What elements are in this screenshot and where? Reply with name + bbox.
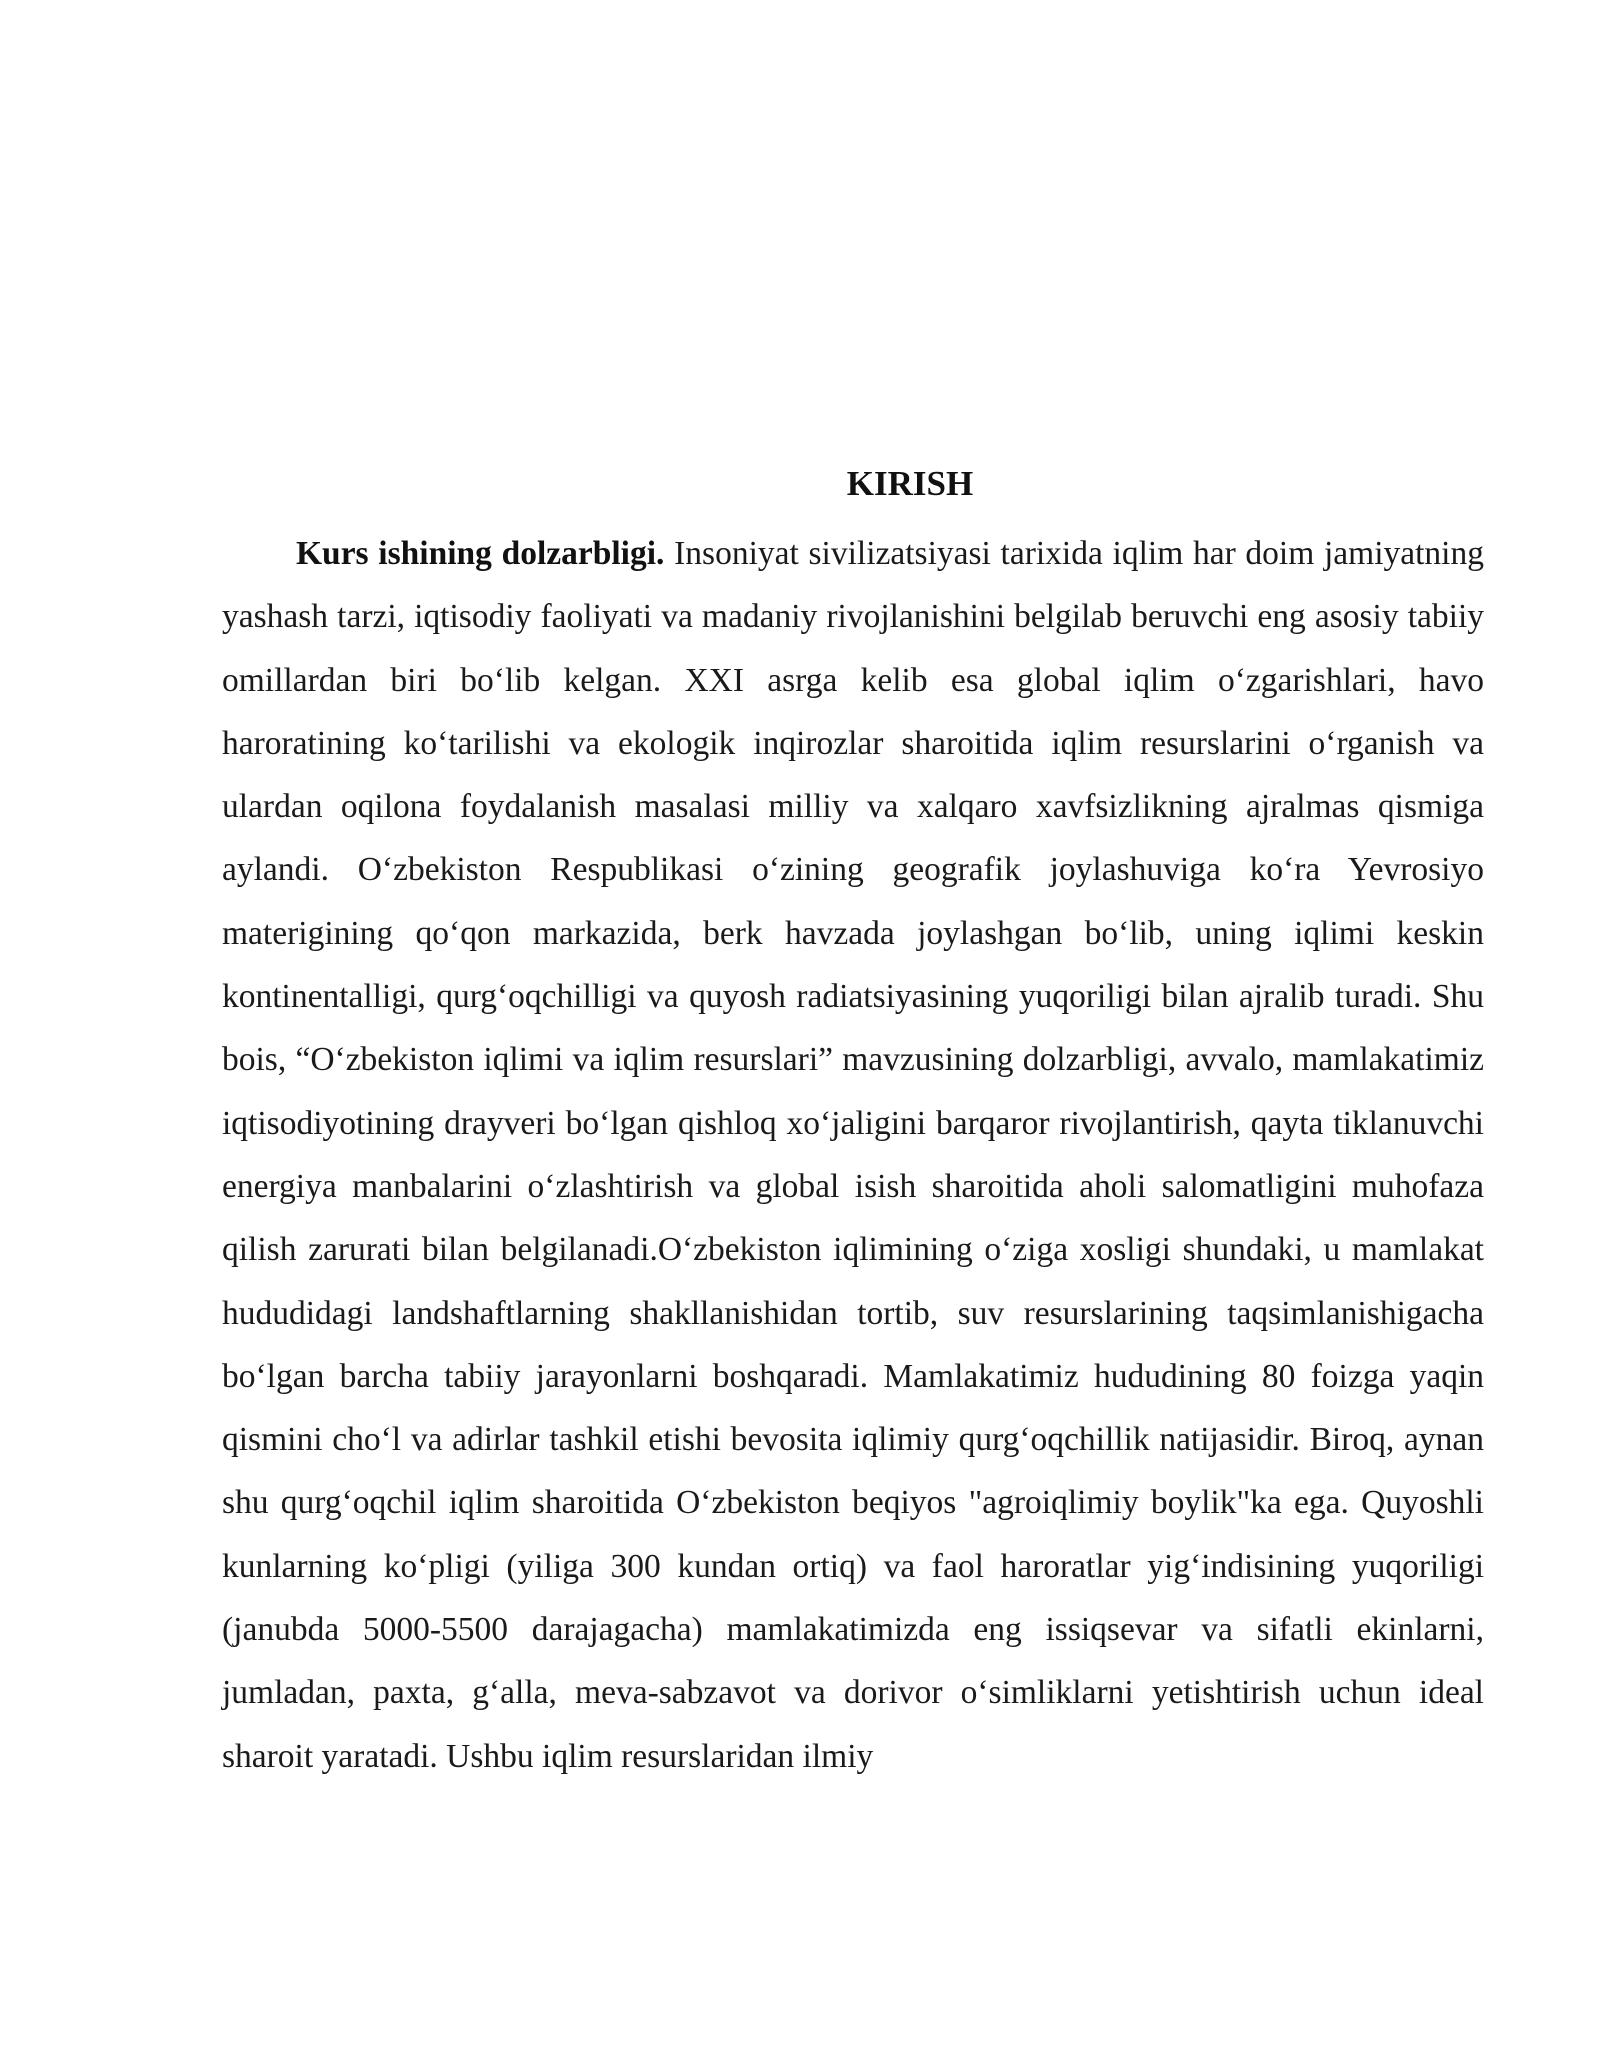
section-heading: KIRISH: [846, 464, 974, 503]
paragraph-text: Insoniyat sivilizatsiyasi tarixida iqlim har doim jamiyatning yashash tarzi, iqtisodiy faoliyati va madaniy rivojlanishini belgilab beruvchi eng asosiy tabiiy omillardan biri bo‘lib kelgan. XXI asrga kelib esa global iqlim o‘zgarishlari, havo haroratining ko‘tarilishi va ekologik inqirozlar sharoitida iqlim resurslarini o‘rganish va ulardan oqilona foydalanish masalasi milliy va xalqaro xavfsizlikning ajralmas qismiga aylandi. O‘zbekiston Respublikasi o‘zining geografik joylashuviga ko‘ra Yevrosiyo materigining qo‘qon markazida, berk havzada joylashgan bo‘lib, uning iqlimi keskin kontinentalligi, qurg‘oqchilligi va quyosh radiatsiyasining yuqoriligi bilan ajralib turadi. Shu bois, “O‘zbekiston iqlimi va iqlim resurslari” mavzusining dolzarbligi, avvalo, mamlakatimiz iqtisodiyotining drayveri bo‘lgan qishloq xo‘jaligini barqaror rivojlantirish, qayta tiklanuvchi energiya manbalarini o‘zlashtirish va global isish sharoitida aholi salomatligini muhofaza qilish zarurati bilan belgilanadi.O‘zbekiston iqlimining o‘ziga xosligi shundaki, u mamlakat hududidagi landshaftlarning shakllanishidan tortib, suv resurslarining taqsimlanishigacha bo‘lgan barcha tabiiy jarayonlarni boshqaradi. Mamlakatimiz hududining 80 foizga yaqin qismini cho‘l va adirlar tashkil etishi bevosita iqlimiy qurg‘oqchillik natijasidir. Biroq, aynan shu qurg‘oqchil iqlim sharoitida O‘zbekiston beqiyos "agroiqlimiy boylik"ka ega. Quyoshli kunlarning ko‘pligi (yiliga 300 kundan ortiq) va faol haroratlar yig‘indisining yuqoriligi (janubda 5000-5500 darajagacha) mamlakatimizda eng issiqsevar va sifatli ekinlarni, jumladan, paxta, g‘alla, meva-sabzavot va dorivor o‘simliklarni yetishtirish uchun ideal sharoit yaratadi. Ushbu iqlim resurslaridan ilmiy: [222, 535, 1484, 1775]
paragraph-lead: Kurs ishining dolzarbligi.: [296, 535, 665, 572]
intro-paragraph: [222, 522, 1484, 1788]
